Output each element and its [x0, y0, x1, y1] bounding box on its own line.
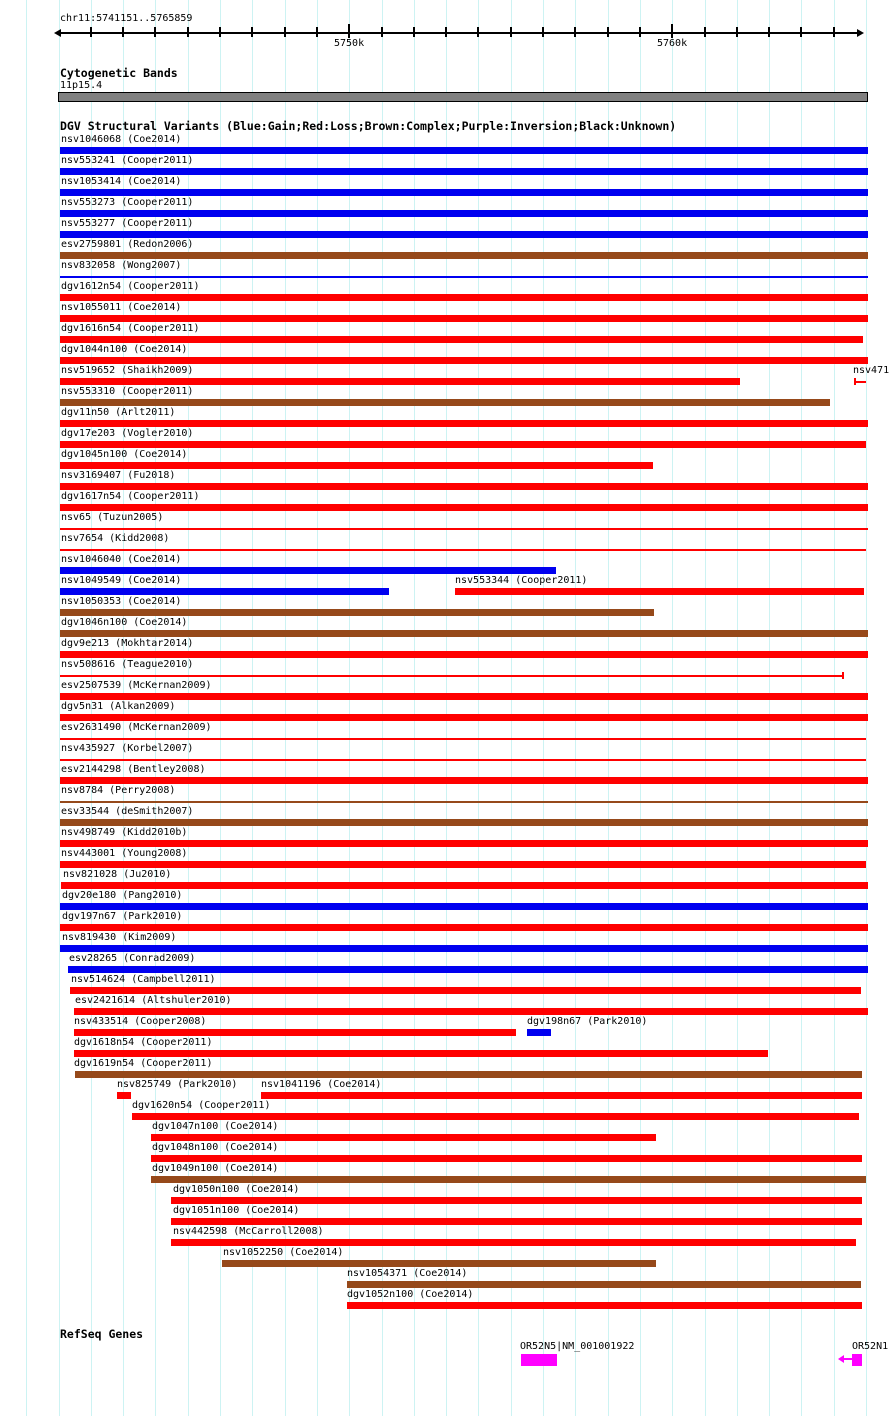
variant-label[interactable]: dgv1049n100 (Coe2014)	[152, 1163, 279, 1174]
variant-label[interactable]: dgv198n67 (Park2010)	[527, 1016, 648, 1027]
gene-direction-arrowhead-icon	[838, 1355, 844, 1363]
variant-label[interactable]: dgv197n67 (Park2010)	[62, 911, 183, 922]
ruler-minor-tick	[768, 27, 770, 37]
ruler-minor-tick	[187, 27, 189, 37]
variant-bar[interactable]	[60, 528, 868, 530]
variant-label[interactable]: nsv519652 (Shaikh2009)	[61, 365, 194, 376]
variant-label[interactable]: dgv1046n100 (Coe2014)	[61, 617, 188, 628]
variant-label[interactable]: nsv3169407 (Fu2018)	[61, 470, 176, 481]
variant-bar[interactable]	[60, 315, 868, 322]
variant-label[interactable]: nsv471	[853, 365, 890, 376]
variant-label[interactable]: nsv1046068 (Coe2014)	[61, 134, 182, 145]
ruler-minor-tick	[704, 27, 706, 37]
variant-label[interactable]: nsv553241 (Cooper2011)	[61, 155, 194, 166]
variant-bar[interactable]	[151, 1134, 656, 1141]
ruler-minor-tick	[542, 27, 544, 37]
gene-box[interactable]	[521, 1354, 557, 1366]
variant-label[interactable]: esv2631490 (McKernan2009)	[61, 722, 212, 733]
variant-label[interactable]: dgv11n50 (Arlt2011)	[61, 407, 176, 418]
variant-label[interactable]: esv2144298 (Bentley2008)	[61, 764, 206, 775]
variant-label[interactable]: nsv553344 (Cooper2011)	[455, 575, 588, 586]
variant-bar[interactable]	[60, 693, 868, 700]
ruler-minor-tick	[607, 27, 609, 37]
ruler-minor-tick	[316, 27, 318, 37]
variant-label[interactable]: nsv553277 (Cooper2011)	[61, 218, 194, 229]
variant-bar[interactable]	[60, 147, 868, 154]
variant-label[interactable]: dgv1050n100 (Coe2014)	[173, 1184, 300, 1195]
variant-label[interactable]: dgv1052n100 (Coe2014)	[347, 1289, 474, 1300]
variant-label[interactable]: nsv1052250 (Coe2014)	[223, 1247, 344, 1258]
ruler-minor-tick	[154, 27, 156, 37]
variant-label[interactable]: nsv1055011 (Coe2014)	[61, 302, 182, 313]
variant-bar[interactable]	[171, 1239, 856, 1246]
variant-bar[interactable]	[60, 210, 868, 217]
variant-bar[interactable]	[455, 588, 864, 595]
ruler-minor-tick	[574, 27, 576, 37]
variant-label[interactable]: nsv442598 (McCarroll2008)	[173, 1226, 324, 1237]
variant-label[interactable]: nsv514624 (Campbell2011)	[71, 974, 216, 985]
variant-bar[interactable]	[132, 1113, 859, 1120]
variant-label[interactable]: nsv1053414 (Coe2014)	[61, 176, 182, 187]
variant-bar[interactable]	[222, 1260, 656, 1267]
variant-bar[interactable]	[60, 801, 868, 803]
variant-label[interactable]: nsv498749 (Kidd2010b)	[61, 827, 188, 838]
variant-bar[interactable]	[60, 483, 868, 490]
variant-bar[interactable]	[60, 609, 654, 616]
variant-bar[interactable]	[151, 1176, 866, 1183]
variant-label[interactable]: dgv1618n54 (Cooper2011)	[74, 1037, 213, 1048]
ruler-minor-tick	[477, 27, 479, 37]
variant-bar[interactable]	[347, 1302, 862, 1309]
region-label: chr11:5741151..5765859	[60, 13, 193, 24]
variant-bar[interactable]	[60, 276, 868, 278]
variant-bar[interactable]	[347, 1281, 861, 1288]
variant-label[interactable]: nsv832058 (Wong2007)	[61, 260, 182, 271]
variant-label[interactable]: dgv1617n54 (Cooper2011)	[61, 491, 200, 502]
variant-bar[interactable]	[261, 1092, 862, 1099]
variant-bar[interactable]	[68, 966, 868, 973]
variant-label[interactable]: esv28265 (Conrad2009)	[69, 953, 196, 964]
variant-bar[interactable]	[74, 1029, 516, 1036]
ruler-axis	[60, 32, 858, 34]
variant-bar[interactable]	[60, 231, 868, 238]
variant-bar[interactable]	[74, 1050, 768, 1057]
variant-label[interactable]: dgv1047n100 (Coe2014)	[152, 1121, 279, 1132]
variant-label[interactable]: nsv819430 (Kim2009)	[62, 932, 177, 943]
ruler-minor-tick	[445, 27, 447, 37]
ruler-minor-tick	[413, 27, 415, 37]
tick-label: 5750k	[334, 38, 365, 49]
variant-label[interactable]: esv2759801 (Redon2006)	[61, 239, 194, 250]
variant-bar[interactable]	[60, 651, 868, 658]
variant-label[interactable]: esv33544 (deSmith2007)	[61, 806, 194, 817]
variant-bar[interactable]	[151, 1155, 862, 1162]
variant-bar[interactable]	[60, 357, 868, 364]
variant-label[interactable]: nsv553273 (Cooper2011)	[61, 197, 194, 208]
variant-label[interactable]: dgv1619n54 (Cooper2011)	[74, 1058, 213, 1069]
variant-bar[interactable]	[60, 441, 866, 448]
variant-bar[interactable]	[60, 189, 868, 196]
ruler-minor-tick	[284, 27, 286, 37]
variant-label[interactable]: dgv1051n100 (Coe2014)	[173, 1205, 300, 1216]
variant-label[interactable]: nsv508616 (Teague2010)	[61, 659, 194, 670]
variant-label[interactable]: dgv1616n54 (Cooper2011)	[61, 323, 200, 334]
ruler-minor-tick	[800, 27, 802, 37]
ruler-minor-tick	[122, 27, 124, 37]
ruler-minor-tick	[833, 27, 835, 37]
ruler-minor-tick	[639, 27, 641, 37]
variant-bar[interactable]	[70, 987, 861, 994]
variant-label[interactable]: esv2421614 (Altshuler2010)	[75, 995, 232, 1006]
variant-bar[interactable]	[74, 1008, 868, 1015]
variant-label[interactable]: dgv1620n54 (Cooper2011)	[132, 1100, 271, 1111]
gene-box[interactable]	[852, 1354, 862, 1366]
variant-label[interactable]: dgv5n31 (Alkan2009)	[61, 701, 176, 712]
variant-bar[interactable]	[60, 420, 868, 427]
variant-bar[interactable]	[75, 1071, 862, 1078]
variant-label[interactable]: nsv1049549 (Coe2014)	[61, 575, 182, 586]
variant-label[interactable]: nsv435927 (Korbel2007)	[61, 743, 194, 754]
ruler-major-tick	[348, 24, 350, 38]
cytoband-bar[interactable]	[58, 92, 868, 102]
variant-bar[interactable]	[60, 504, 868, 511]
variant-bar[interactable]	[171, 1218, 862, 1225]
variant-label[interactable]: nsv1046040 (Coe2014)	[61, 554, 182, 565]
variant-bar[interactable]	[60, 840, 868, 847]
variant-bar[interactable]	[60, 462, 653, 469]
ruler-minor-tick	[736, 27, 738, 37]
variant-bar[interactable]	[61, 882, 868, 889]
variant-label[interactable]: nsv1054371 (Coe2014)	[347, 1268, 468, 1279]
variant-bar[interactable]	[60, 294, 868, 301]
refseq-heading: RefSeq Genes	[60, 1327, 144, 1341]
variant-label[interactable]: nsv65 (Tuzun2005)	[61, 512, 164, 523]
gridline	[26, 0, 27, 1416]
variant-label[interactable]: nsv433514 (Cooper2008)	[74, 1016, 207, 1027]
cytoband-name: 11p15.4	[60, 80, 103, 91]
variant-label[interactable]: esv2507539 (McKernan2009)	[61, 680, 212, 691]
variant-label[interactable]: nsv1050353 (Coe2014)	[61, 596, 182, 607]
axis-arrow-left-icon	[54, 29, 61, 37]
variant-label[interactable]: nsv8784 (Perry2008)	[61, 785, 176, 796]
variant-bar[interactable]	[60, 549, 866, 551]
gene-direction-arrow-icon	[843, 1358, 852, 1360]
variant-bar[interactable]	[60, 945, 868, 952]
variant-label[interactable]: dgv1045n100 (Coe2014)	[61, 449, 188, 460]
variant-bar[interactable]	[60, 819, 868, 826]
axis-arrow-right-icon	[857, 29, 864, 37]
ruler-minor-tick	[381, 27, 383, 37]
variant-bar[interactable]	[117, 1092, 131, 1099]
gene-label[interactable]: OR52N5|NM_001001922	[520, 1341, 635, 1352]
variant-label[interactable]: dgv17e203 (Vogler2010)	[61, 428, 194, 439]
tick-label: 5760k	[657, 38, 688, 49]
variant-bar[interactable]	[60, 336, 863, 343]
variant-label[interactable]: nsv825749 (Park2010)	[117, 1079, 238, 1090]
variant-bar[interactable]	[60, 588, 389, 595]
ruler-minor-tick	[219, 27, 221, 37]
variant-end-tick	[842, 672, 844, 679]
variant-label[interactable]: nsv821028 (Ju2010)	[63, 869, 172, 880]
variant-label[interactable]: dgv9e213 (Mokhtar2014)	[61, 638, 194, 649]
variant-label[interactable]: nsv7654 (Kidd2008)	[61, 533, 170, 544]
variant-bar[interactable]	[60, 675, 844, 677]
variant-label[interactable]: nsv553310 (Cooper2011)	[61, 386, 194, 397]
variant-bar[interactable]	[60, 903, 868, 910]
variant-bar[interactable]	[60, 924, 868, 931]
variant-label[interactable]: dgv1048n100 (Coe2014)	[152, 1142, 279, 1153]
gene-label[interactable]: OR52N1	[852, 1341, 889, 1352]
variant-label[interactable]: nsv443001 (Young2008)	[61, 848, 188, 859]
ruler-major-tick	[671, 24, 673, 38]
variant-bar[interactable]	[60, 378, 740, 385]
variant-bar[interactable]	[60, 714, 868, 721]
variant-label[interactable]: dgv1612n54 (Cooper2011)	[61, 281, 200, 292]
variant-label[interactable]: dgv1044n100 (Coe2014)	[61, 344, 188, 355]
ruler-minor-tick	[510, 27, 512, 37]
variant-bar[interactable]	[60, 630, 868, 637]
variant-bar[interactable]	[527, 1029, 551, 1036]
variant-bar[interactable]	[171, 1197, 862, 1204]
dgv-heading: DGV Structural Variants (Blue:Gain;Red:Loss;Brown:Complex;Purple:Inversion;Black:Unknown)	[60, 119, 677, 133]
variant-bar[interactable]	[60, 567, 556, 574]
variant-label[interactable]: dgv20e180 (Pang2010)	[62, 890, 183, 901]
ruler-minor-tick	[90, 27, 92, 37]
ruler-minor-tick	[251, 27, 253, 37]
variant-bar[interactable]	[60, 252, 868, 259]
variant-label[interactable]: nsv1041196 (Coe2014)	[261, 1079, 382, 1090]
variant-bar[interactable]	[854, 381, 866, 383]
variant-bar[interactable]	[60, 777, 868, 784]
variant-bar[interactable]	[60, 861, 866, 868]
variant-bar[interactable]	[60, 168, 868, 175]
variant-bar[interactable]	[60, 759, 866, 761]
cytoband-heading: Cytogenetic Bands	[60, 66, 178, 80]
variant-bar[interactable]	[60, 399, 830, 406]
variant-bar[interactable]	[60, 738, 866, 740]
